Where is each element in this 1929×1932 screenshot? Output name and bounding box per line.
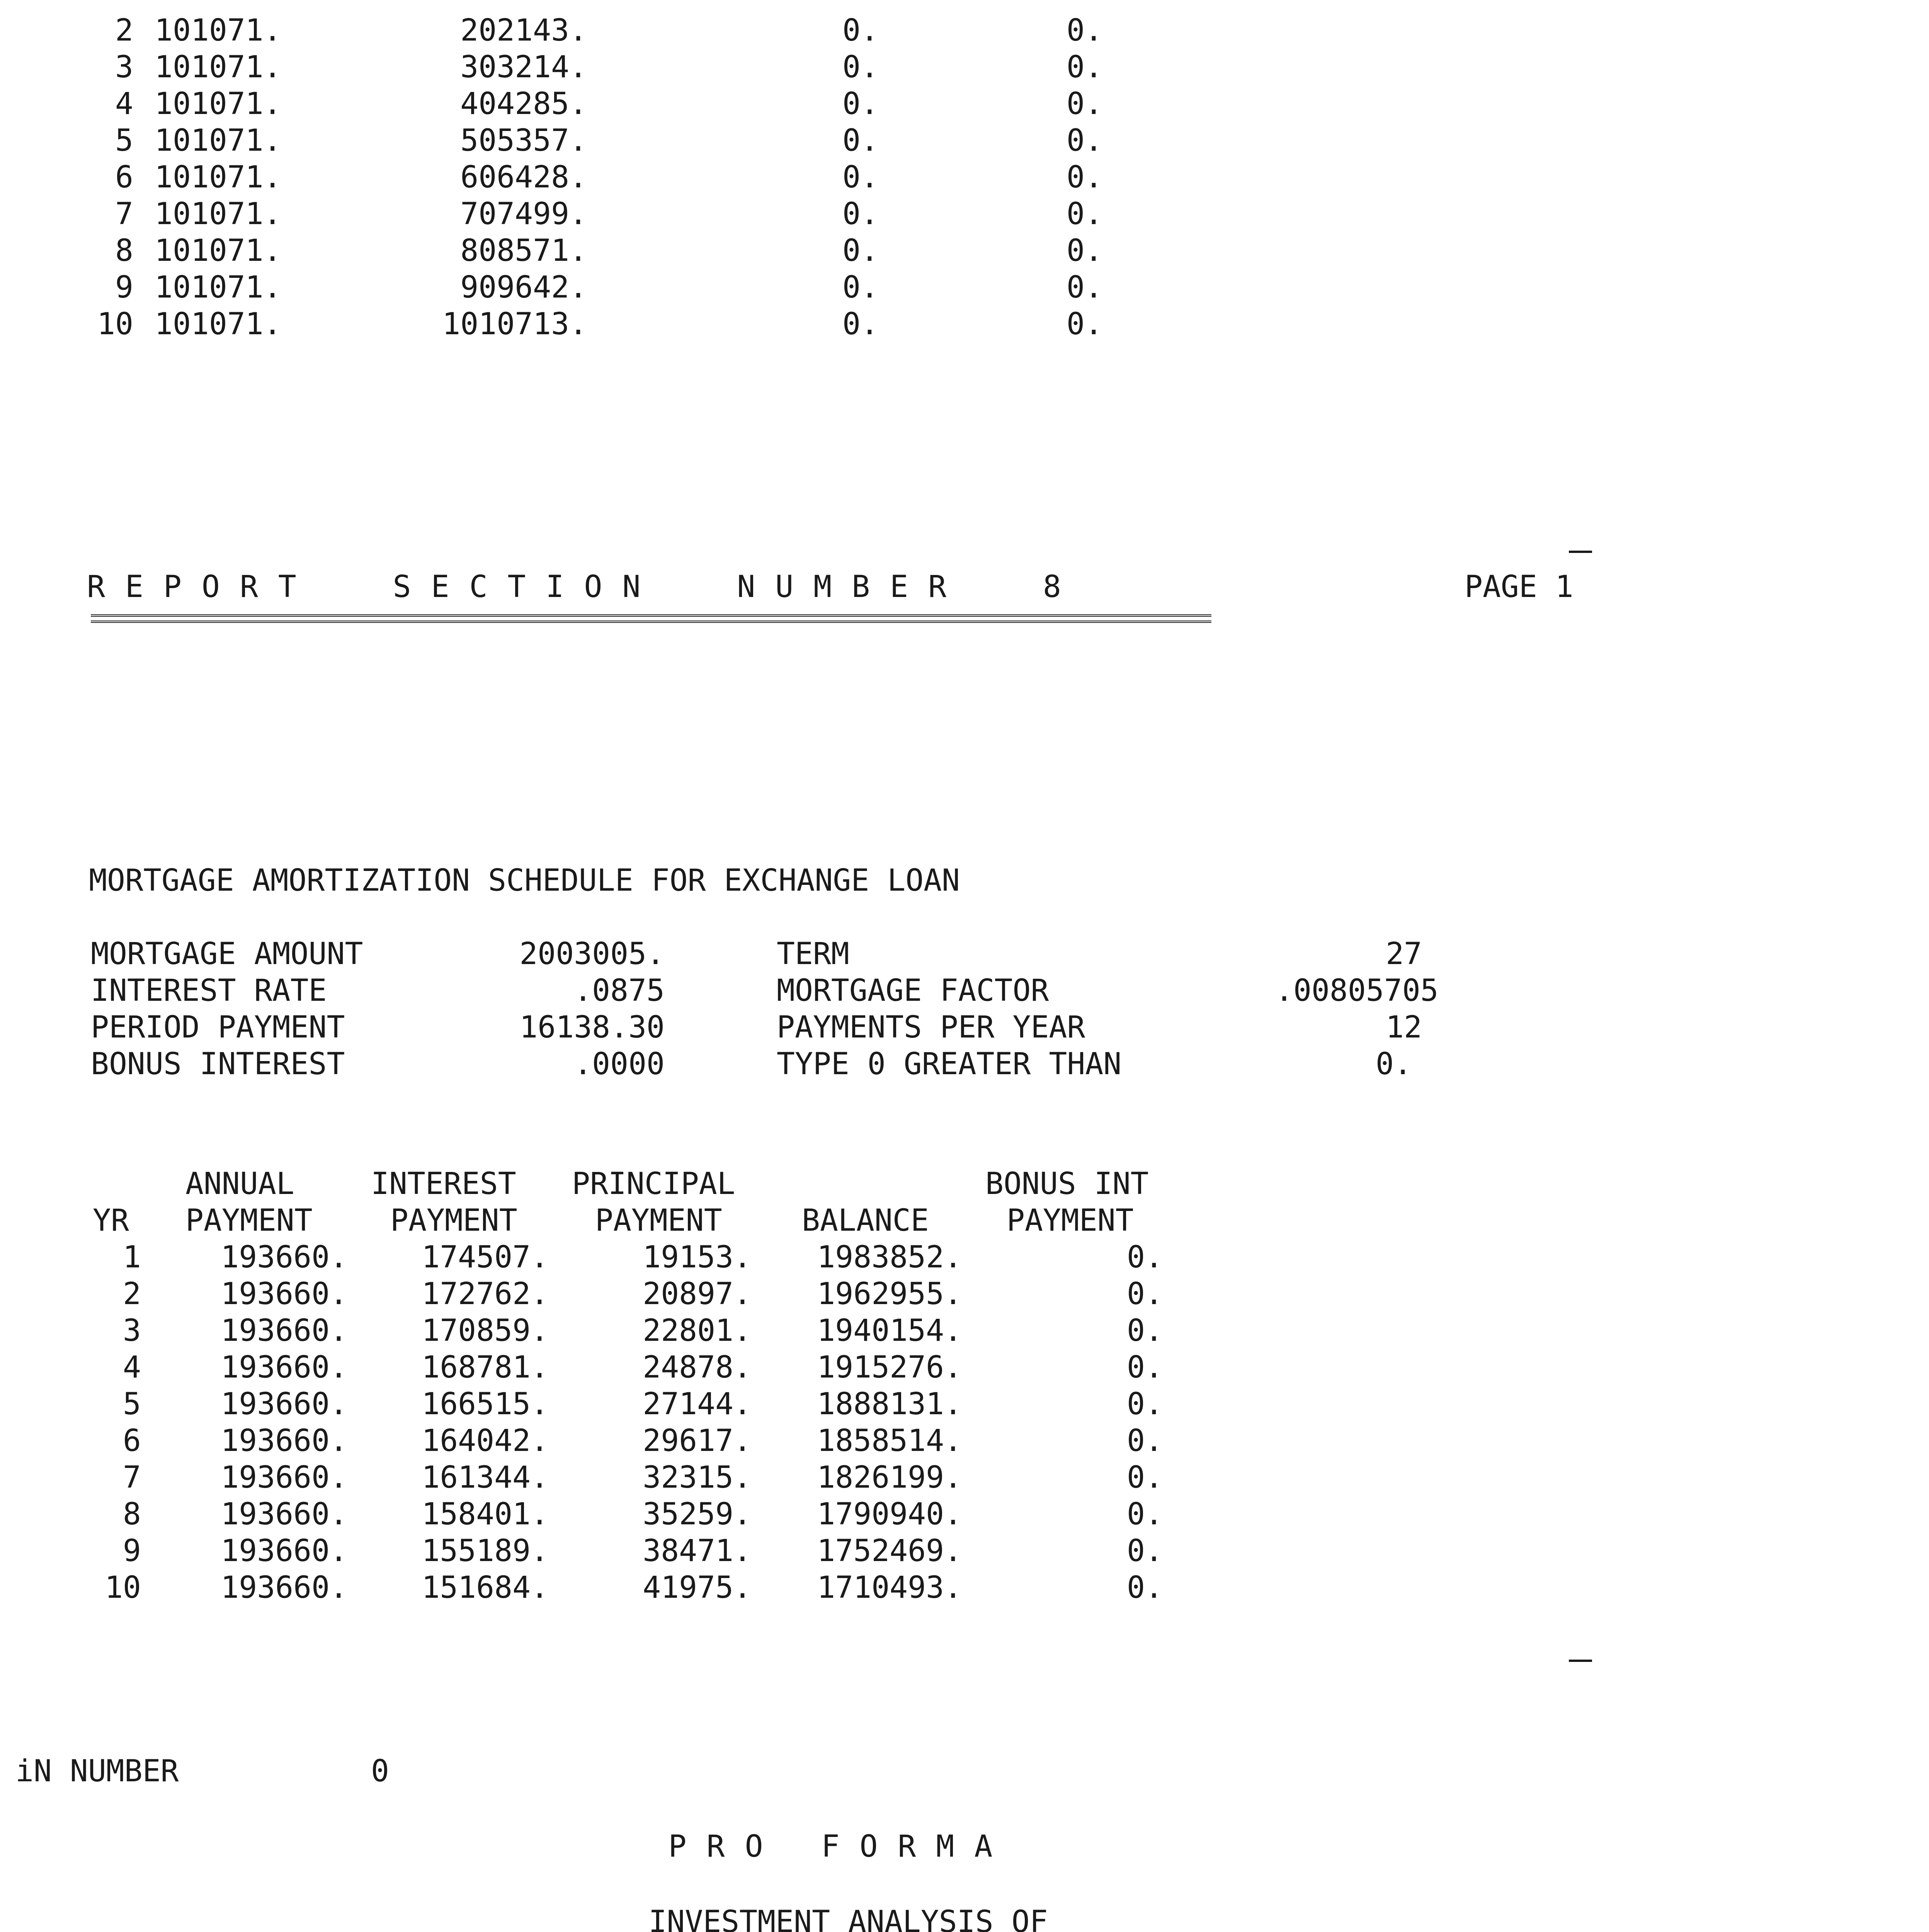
- table-cell: 20897.: [643, 1277, 752, 1311]
- cumulative-cell: 707499.: [460, 197, 587, 231]
- parameter-value: 2003005.: [519, 937, 665, 971]
- table-header-cell: INTEREST: [371, 1167, 516, 1201]
- payment-cell: 101071.: [155, 160, 282, 195]
- zero-cell: 0.: [842, 123, 879, 158]
- table-cell: 1940154.: [817, 1313, 962, 1348]
- table-cell: 0.: [1127, 1313, 1163, 1348]
- parameter-label: TYPE 0 GREATER THAN: [777, 1047, 1122, 1082]
- section-8-double-rule: [91, 614, 1211, 623]
- zero-cell: 0.: [842, 197, 879, 231]
- table-header-cell: BONUS INT: [985, 1167, 1149, 1201]
- table-header-cell: PAYMENT: [185, 1203, 313, 1238]
- table-cell: 29617.: [643, 1423, 752, 1458]
- zero-cell: 0.: [842, 270, 879, 305]
- mortgage-schedule-title: MORTGAGE AMORTIZATION SCHEDULE FOR EXCHANGE LOAN: [89, 863, 960, 898]
- table-cell: 161344.: [422, 1460, 549, 1495]
- table-cell: 193660.: [221, 1570, 348, 1605]
- table-cell: 0.: [1127, 1460, 1163, 1495]
- payment-cell: 101071.: [155, 123, 282, 158]
- table-cell: 1790940.: [817, 1497, 962, 1532]
- table-cell: 2: [123, 1277, 141, 1311]
- year-cell: 8: [115, 233, 133, 268]
- table-cell: 4: [123, 1350, 141, 1385]
- table-cell: 193660.: [221, 1497, 348, 1532]
- year-cell: 6: [115, 160, 133, 195]
- payment-cell: 101071.: [155, 87, 282, 121]
- table-cell: 8: [123, 1497, 141, 1532]
- table-cell: 0.: [1127, 1350, 1163, 1385]
- table-cell: 0.: [1127, 1497, 1163, 1532]
- table-cell: 151684.: [422, 1570, 549, 1605]
- table-cell: 22801.: [643, 1313, 752, 1348]
- cumulative-cell: 202143.: [460, 13, 587, 48]
- table-cell: 38471.: [643, 1534, 752, 1568]
- zero-cell: 0.: [842, 307, 879, 342]
- zero-cell: 0.: [1067, 13, 1103, 48]
- table-cell: 193660.: [221, 1313, 348, 1348]
- parameter-label: PAYMENTS PER YEAR: [777, 1010, 1085, 1045]
- table-cell: 1915276.: [817, 1350, 962, 1385]
- table-cell: 168781.: [422, 1350, 549, 1385]
- parameter-value: 0.: [1376, 1047, 1412, 1082]
- cumulative-cell: 505357.: [460, 123, 587, 158]
- table-cell: 174507.: [422, 1240, 549, 1275]
- table-cell: 193660.: [221, 1277, 348, 1311]
- table-cell: 27144.: [643, 1387, 752, 1422]
- table-cell: 0.: [1127, 1534, 1163, 1568]
- zero-cell: 0.: [842, 87, 879, 121]
- table-cell: 193660.: [221, 1423, 348, 1458]
- table-cell: 170859.: [422, 1313, 549, 1348]
- run-number-value: 0: [371, 1754, 389, 1789]
- investment-analysis-line: INVESTMENT ANALYSIS OF: [648, 1905, 1048, 1932]
- parameter-value: 27: [1386, 937, 1422, 971]
- cumulative-cell: 606428.: [460, 160, 587, 195]
- run-number-label: iN NUMBER: [15, 1754, 179, 1789]
- table-header-cell: PAYMENT: [1007, 1203, 1134, 1238]
- table-cell: 1983852.: [817, 1240, 962, 1275]
- table-header-cell: PAYMENT: [390, 1203, 517, 1238]
- zero-cell: 0.: [1067, 233, 1103, 268]
- parameter-value: .00805705: [1275, 973, 1439, 1008]
- table-cell: 1826199.: [817, 1460, 962, 1495]
- zero-cell: 0.: [842, 160, 879, 195]
- section-8-page-label: PAGE 1: [1465, 570, 1573, 604]
- table-cell: 6: [123, 1423, 141, 1458]
- parameter-label: INTEREST RATE: [91, 973, 327, 1008]
- zero-cell: 0.: [1067, 197, 1103, 231]
- table-cell: 1888131.: [817, 1387, 962, 1422]
- table-header-cell: PRINCIPAL: [572, 1167, 735, 1201]
- table-cell: 10: [105, 1570, 141, 1605]
- parameter-value: 16138.30: [519, 1010, 665, 1045]
- zero-cell: 0.: [842, 13, 879, 48]
- year-cell: 5: [115, 123, 133, 158]
- table-header-cell: BALANCE: [802, 1203, 929, 1238]
- zero-cell: 0.: [842, 233, 879, 268]
- section-8-heading: REPORT SECTION NUMBER 8: [87, 570, 1081, 604]
- table-cell: 1710493.: [817, 1570, 962, 1605]
- table-cell: 172762.: [422, 1277, 549, 1311]
- payment-cell: 101071.: [155, 13, 282, 48]
- page-dash-mark: [1569, 551, 1592, 553]
- parameter-label: TERM: [777, 937, 849, 971]
- zero-cell: 0.: [1067, 270, 1103, 305]
- table-header-cell: PAYMENT: [595, 1203, 722, 1238]
- cumulative-cell: 404285.: [460, 87, 587, 121]
- zero-cell: 0.: [1067, 160, 1103, 195]
- table-cell: 0.: [1127, 1240, 1163, 1275]
- table-cell: 35259.: [643, 1497, 752, 1532]
- payment-cell: 101071.: [155, 270, 282, 305]
- pro-forma-title: PRO FORMA: [668, 1829, 1013, 1864]
- table-cell: 193660.: [221, 1350, 348, 1385]
- zero-cell: 0.: [1067, 50, 1103, 85]
- zero-cell: 0.: [842, 50, 879, 85]
- table-cell: 0.: [1127, 1570, 1163, 1605]
- page-dash-mark: [1569, 1660, 1592, 1662]
- parameter-value: .0000: [574, 1047, 665, 1082]
- cumulative-cell: 1010713.: [442, 307, 587, 342]
- table-cell: 193660.: [221, 1240, 348, 1275]
- year-cell: 10: [97, 307, 133, 342]
- payment-cell: 101071.: [155, 307, 282, 342]
- cumulative-cell: 808571.: [460, 233, 587, 268]
- table-cell: 166515.: [422, 1387, 549, 1422]
- table-cell: 9: [123, 1534, 141, 1568]
- table-header-cell: YR: [93, 1203, 129, 1238]
- table-cell: 1858514.: [817, 1423, 962, 1458]
- zero-cell: 0.: [1067, 87, 1103, 121]
- year-cell: 2: [115, 13, 133, 48]
- year-cell: 9: [115, 270, 133, 305]
- table-cell: 0.: [1127, 1387, 1163, 1422]
- year-cell: 4: [115, 87, 133, 121]
- cumulative-cell: 909642.: [460, 270, 587, 305]
- table-header-cell: ANNUAL: [185, 1167, 294, 1201]
- table-cell: 32315.: [643, 1460, 752, 1495]
- table-cell: 5: [123, 1387, 141, 1422]
- parameter-label: MORTGAGE FACTOR: [777, 973, 1049, 1008]
- payment-cell: 101071.: [155, 50, 282, 85]
- zero-cell: 0.: [1067, 307, 1103, 342]
- table-cell: 0.: [1127, 1277, 1163, 1311]
- payment-cell: 101071.: [155, 197, 282, 231]
- table-cell: 1752469.: [817, 1534, 962, 1568]
- parameter-value: .0875: [574, 973, 665, 1008]
- table-cell: 164042.: [422, 1423, 549, 1458]
- year-cell: 3: [115, 50, 133, 85]
- parameter-value: 12: [1386, 1010, 1422, 1045]
- year-cell: 7: [115, 197, 133, 231]
- table-cell: 193660.: [221, 1460, 348, 1495]
- table-cell: 0.: [1127, 1423, 1163, 1458]
- parameter-label: MORTGAGE AMOUNT: [91, 937, 363, 971]
- cumulative-cell: 303214.: [460, 50, 587, 85]
- table-cell: 193660.: [221, 1534, 348, 1568]
- table-cell: 41975.: [643, 1570, 752, 1605]
- table-cell: 158401.: [422, 1497, 549, 1532]
- parameter-label: BONUS INTEREST: [91, 1047, 345, 1082]
- parameter-label: PERIOD PAYMENT: [91, 1010, 345, 1045]
- table-cell: 155189.: [422, 1534, 549, 1568]
- table-cell: 193660.: [221, 1387, 348, 1422]
- table-cell: 7: [123, 1460, 141, 1495]
- zero-cell: 0.: [1067, 123, 1103, 158]
- table-cell: 3: [123, 1313, 141, 1348]
- table-cell: 19153.: [643, 1240, 752, 1275]
- table-cell: 1962955.: [817, 1277, 962, 1311]
- payment-cell: 101071.: [155, 233, 282, 268]
- table-cell: 24878.: [643, 1350, 752, 1385]
- table-cell: 1: [123, 1240, 141, 1275]
